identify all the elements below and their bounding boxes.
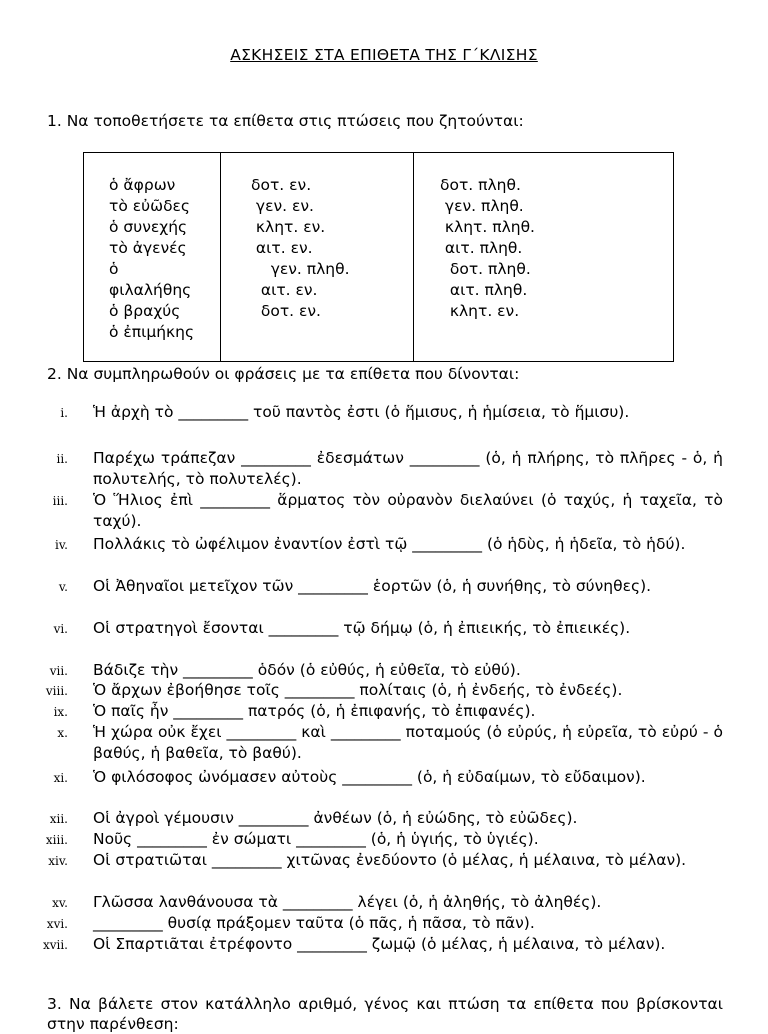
- exercise-text: Ὁ ἄρχων ἐβοήθησε τοῖς _________ πολίταις (ὁ, ἡ ἐνδεής, τὸ ἐνδεές).: [93, 681, 623, 699]
- table-divider: [413, 153, 414, 361]
- table-column-singular-cases: δοτ. εν. γεν. εν. κλητ. εν. αιτ. εν. γεν. πληθ. αιτ. εν. δοτ. εν.: [251, 176, 350, 320]
- exercise-text: Ἡ χώρα οὐκ ἔχει _________ καὶ _________ ποταμούς (ὁ εὐρύς, ἡ εὐρεῖα, τὸ εὐρύ - ὁ βαθύς, ἡ βαθεῖα, τὸ βαθύ).: [93, 723, 723, 762]
- exercise-text: Οἱ στρατιῶται _________ χιτῶνας ἐνεδύοντο (ὁ μέλας, ἡ μέλαινα, τὸ μέλαν).: [93, 851, 687, 869]
- exercise-text: Οἱ στρατηγοὶ ἔσονται _________ τῷ δήμῳ (ὁ, ἡ ἐπιεικής, τὸ ἐπιεικές).: [93, 619, 631, 637]
- exercise-number: xvi.: [46, 917, 68, 931]
- exercise-number: ii.: [56, 452, 68, 466]
- question-3-heading: 3. Να βάλετε στον κατάλληλο αριθμό, γένος και πτώση τα επίθετα που βρίσκονται στην παρένθεση:: [47, 995, 723, 1033]
- exercise-number: xii.: [49, 812, 68, 826]
- exercise-number: xiii.: [45, 833, 68, 847]
- exercise-number: xvii.: [42, 938, 68, 952]
- page-title: ΑΣΚΗΣΕΙΣ ΣΤΑ ΕΠΙΘΕΤΑ ΤΗΣ Γ΄ΚΛΙΣΗΣ: [230, 46, 538, 64]
- exercise-text: Οἱ ἀγροὶ γέμουσιν _________ ἀνθέων (ὁ, ἡ εὐώδης, τὸ εὐῶδες).: [93, 809, 578, 827]
- exercise-number: viii.: [45, 684, 68, 698]
- exercise-text: Γλῶσσα λανθάνουσα τὰ _________ λέγει (ὁ, ἡ ἀληθής, τὸ ἀληθές).: [93, 893, 602, 911]
- exercise-number: iii.: [52, 494, 68, 508]
- exercise-text: Ὁ Ἥλιος ἐπὶ _________ ἅρματος τὸν οὐρανὸν διελαύνει (ὁ ταχύς, ἡ ταχεῖα, τὸ ταχύ).: [93, 491, 723, 530]
- exercise-number: xv.: [52, 896, 68, 910]
- exercise-text: Βάδιζε τὴν _________ ὁδόν (ὁ εὐθύς, ἡ εὐθεῖα, τὸ εὐθύ).: [93, 661, 521, 679]
- exercise-number: vi.: [53, 622, 68, 636]
- exercise-text: Νοῦς _________ ἐν σώματι _________ (ὁ, ἡ ὑγιής, τὸ ὑγιές).: [93, 830, 539, 848]
- exercise-number: iv.: [54, 538, 68, 552]
- exercise-text: Ὁ παῖς ἦν _________ πατρός (ὁ, ἡ ἐπιφανής, τὸ ἐπιφανές).: [93, 702, 536, 720]
- adjectives-table: [83, 152, 674, 362]
- exercise-text: Πολλάκις τὸ ὠφέλιμον ἐναντίον ἐστὶ τῷ _________ (ὁ ἡδὺς, ἡ ἡδεῖα, τὸ ἡδύ).: [93, 535, 686, 553]
- exercise-number: x.: [57, 726, 68, 740]
- exercise-text: Οἱ Ἀθηναῖοι μετεῖχον τῶν _________ ἑορτῶν (ὁ, ἡ συνήθης, τὸ σύνηθες).: [93, 577, 652, 595]
- exercise-text: Ὁ φιλόσοφος ὠνόμασεν αὐτοὺς _________ (ὁ, ἡ εὐδαίμων, τὸ εὔδαιμον).: [93, 768, 646, 786]
- table-column-plural-cases: δοτ. πληθ. γεν. πληθ. κλητ. πληθ. αιτ. πληθ. δοτ. πληθ. αιτ. πληθ. κλητ. εν.: [440, 176, 535, 320]
- exercise-number: v.: [58, 580, 68, 594]
- exercise-text: Οἱ Σπαρτιᾶται ἐτρέφοντο _________ ζωμῷ (ὁ μέλας, ἡ μέλαινα, τὸ μέλαν).: [93, 935, 666, 953]
- question-2-heading: 2. Να συμπληρωθούν οι φράσεις με τα επίθετα που δίνονται:: [47, 365, 520, 383]
- table-divider: [220, 153, 221, 361]
- exercise-number: ix.: [53, 705, 68, 719]
- exercise-text: Ἡ ἀρχὴ τὸ _________ τοῦ παντὸς ἐστι (ὁ ἥμισυς, ἡ ἡμίσεια, τὸ ἥμισυ).: [93, 403, 630, 421]
- exercise-number: xi.: [53, 771, 68, 785]
- table-column-adjectives: ὁ ἄφρων τὸ εὐῶδες ὁ συνεχής τὸ ἀγενές ὁ φιλαλήθης ὁ βραχύς ὁ ἐπιμήκης: [109, 176, 195, 341]
- exercise-number: i.: [60, 406, 68, 420]
- question-1-heading: 1. Να τοποθετήσετε τα επίθετα στις πτώσεις που ζητούνται:: [47, 112, 524, 130]
- exercise-number: xiv.: [48, 854, 68, 868]
- exercise-number: vii.: [49, 664, 68, 678]
- exercise-text: Παρέχω τράπεζαν _________ ἐδεσμάτων _________ (ὁ, ἡ πλήρης, τὸ πλῆρες - ὁ, ἡ πολυτελής, τὸ πολυτελές).: [93, 449, 723, 488]
- exercise-text: _________ θυσίᾳ πράξομεν ταῦτα (ὁ πᾶς, ἡ πᾶσα, τὸ πᾶν).: [93, 914, 535, 932]
